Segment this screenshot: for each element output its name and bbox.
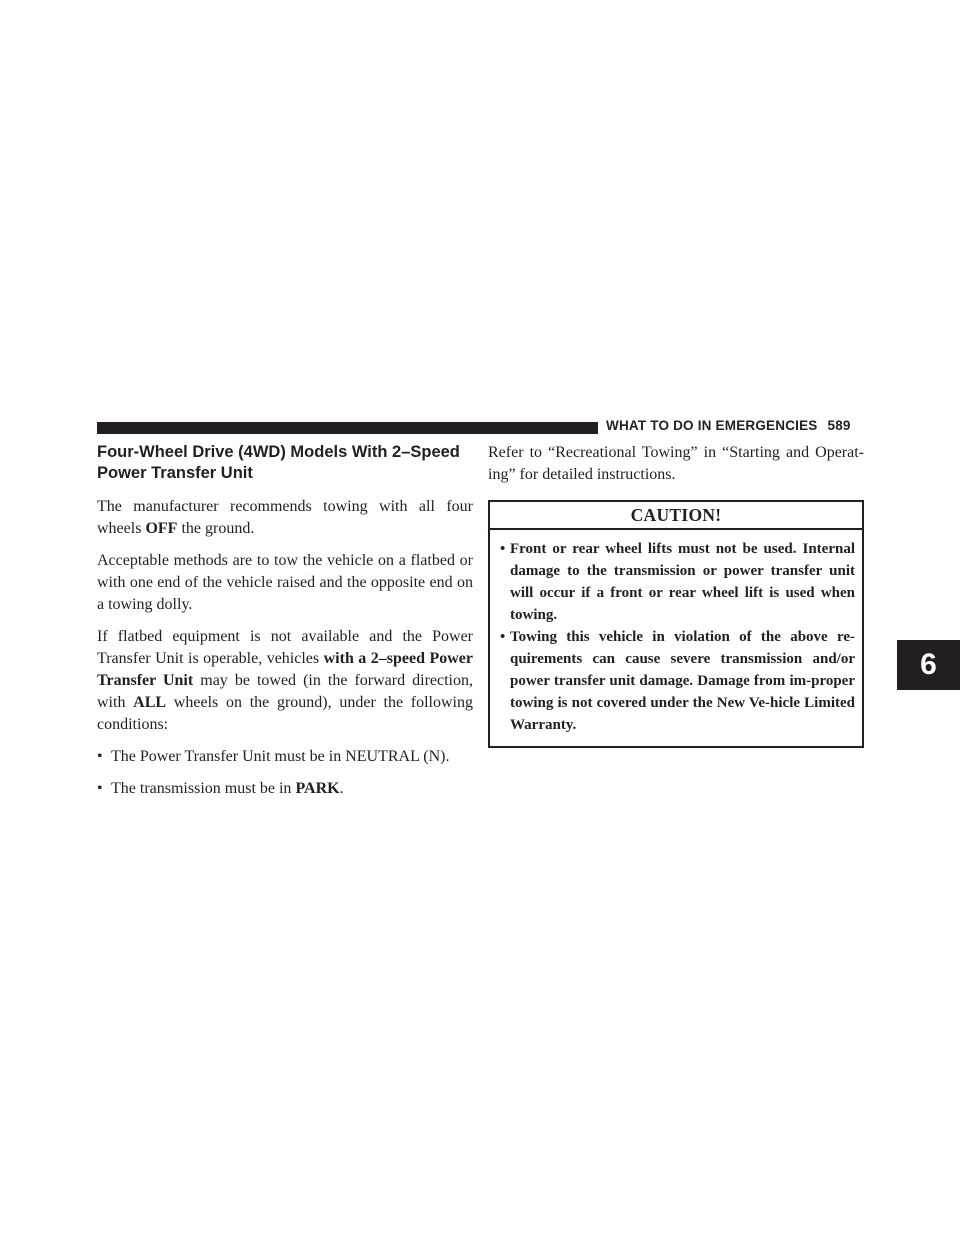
caution-text: Towing this vehicle in violation of the above re-quirements can cause severe transmission and/or power transfer unit damage. Damage from im-proper towing is not covered under the New Ve-hicle Limited Warranty. [510, 629, 855, 733]
text: If flatbed equipment is not available and the Power Transfer Unit is operable, vehicles [97, 628, 473, 667]
caution-title: CAUTION! [490, 502, 862, 530]
text: wheels on the ground), under the following conditions: [97, 694, 473, 733]
section-title: WHAT TO DO IN EMERGENCIES [606, 418, 818, 433]
paragraph-towing-recommendation [97, 496, 473, 540]
caution-item [500, 538, 855, 626]
bullet-text: The Power Transfer Unit must be in NEUTRAL (N). [111, 748, 450, 765]
emphasis-2speed: with a 2–speed Power Transfer Unit [97, 650, 474, 689]
text: . [339, 780, 344, 797]
bullet-icon: • [97, 780, 103, 797]
paragraph-refer: Refer to “Recreational Towing” in “Starting and Operat-ing” for detailed instructions. [488, 444, 864, 483]
caution-body [490, 530, 862, 746]
text: The transmission must be in [111, 780, 296, 797]
heading-line-1: Four-Wheel Drive (4WD) Models With 2–Speed [97, 443, 460, 461]
text: The manufacturer recommends towing with all four wheels [97, 498, 473, 537]
emphasis-park: PARK [295, 780, 340, 797]
bullet-icon: • [500, 629, 506, 645]
caution-box [488, 500, 864, 748]
page-number: 589 [827, 418, 851, 433]
emphasis-all: ALL [133, 694, 167, 711]
text: the ground. [177, 520, 255, 537]
right-column [488, 442, 864, 748]
header-rule [97, 422, 598, 434]
bullet-icon: • [500, 541, 506, 557]
emphasis-off: OFF [145, 520, 178, 537]
bullet-icon: • [97, 748, 103, 765]
left-column [97, 442, 473, 810]
chapter-tab: 6 [897, 640, 960, 690]
text: may be towed (in the forward direction, with [97, 672, 474, 711]
list-item [97, 746, 473, 768]
running-header [606, 418, 866, 433]
caution-item [500, 626, 855, 736]
paragraph-conditions [97, 626, 473, 736]
heading-line-2: Power Transfer Unit [97, 464, 253, 482]
caution-text: Front or rear wheel lifts must not be used. Internal damage to the transmission or power transfer unit will occur if a front or rear wheel lift is used when towing. [510, 541, 855, 623]
paragraph-acceptable-methods: Acceptable methods are to tow the vehicle on a flatbed or with one end of the vehicle raised and the opposite end on a towing dolly. [97, 552, 473, 613]
section-heading [97, 442, 473, 484]
list-item [97, 778, 473, 800]
bullet-text [111, 778, 344, 800]
